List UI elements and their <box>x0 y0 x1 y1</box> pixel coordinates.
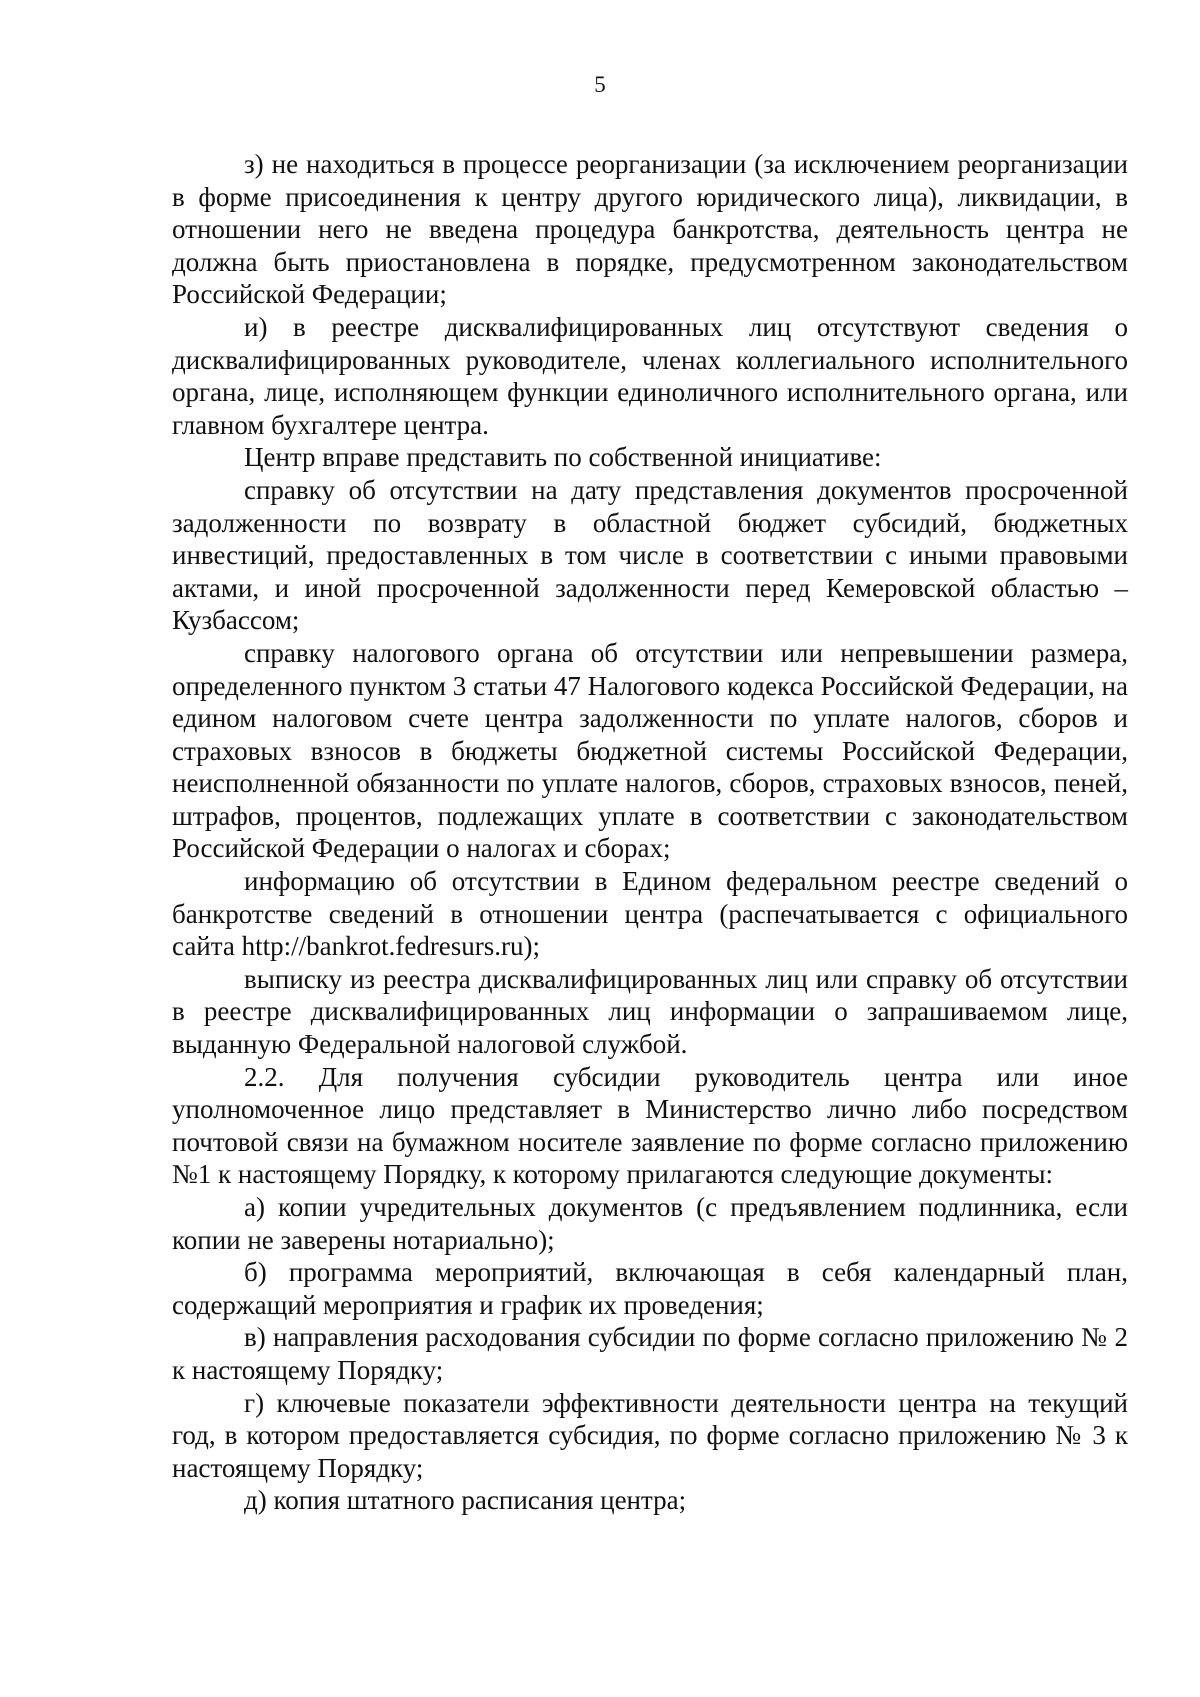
paragraph-debt-certificate: справку об отсутствии на дату представления документов просроченной задолженности по возврату в областной бюджет субсидий, бюджетных инвестиций, предоставленных в том числе в соответствии с иными правовыми актами, и иной просроченной задолженности перед Кемеровской областью – Кузбассом; <box>172 474 1128 636</box>
paragraph-center-may-submit: Центр вправе представить по собственной инициативе: <box>244 442 882 473</box>
paragraph-d-staff-schedule: д) копия штатного расписания центра; <box>244 1485 687 1516</box>
paragraph-a-founding-documents: а) копии учредительных документов (с предъявлением подлинника, если копии не заверены нотариально); <box>172 1192 1128 1255</box>
paragraph-v-spending-directions: в) направления расходования субсидии по форме согласно приложению № 2 к настоящему Порядку; <box>172 1322 1128 1385</box>
page-number: 5 <box>594 72 606 97</box>
document-body <box>172 148 1128 1517</box>
paragraph-g-key-indicators: г) ключевые показатели эффективности деятельности центра на текущий год, в котором предоставляется субсидия, по форме согласно приложению № 3 к настоящему Порядку; <box>172 1387 1128 1483</box>
paragraph-z-reorganization: з) не находиться в процессе реорганизации (за исключением реорганизации в форме присоединения к центру другого юридического лица), ликвидации, в отношении него не введена процедура банкротства, деятельность центра не должна быть приостановлена в порядке, предусмотренном законодательством Российской Федерации; <box>172 149 1128 310</box>
paragraph-bankruptcy-info: информацию об отсутствии в Едином федеральном реестре сведений о банкротстве сведений в отношении центра (распечатывается с официального сайта http://bankrot.fedresurs.ru); <box>172 866 1128 962</box>
paragraph-2-2-application: 2.2. Для получения субсидии руководитель центра или иное уполномоченное лицо представляет в Министерство лично либо посредством почтовой связи на бумажном носителе заявление по форме согласно приложению №1 к настоящему Порядку, к которому прилагаются следующие документы: <box>172 1061 1128 1190</box>
paragraph-i-disqualified-registry: и) в реестре дисквалифицированных лиц отсутствуют сведения о дисквалифицированных руководителе, членах коллегиального исполнительного органа, лице, исполняющем функции единоличного исполнительного органа, или главном бухгалтере центра. <box>172 311 1128 440</box>
paragraph-b-program: б) программа мероприятий, включающая в себя календарный план, содержащий мероприятия и график их проведения; <box>172 1257 1128 1320</box>
paragraph-registry-extract: выписку из реестра дисквалифицированных лиц или справку об отсутствии в реестре дисквалифицированных лиц информации о запрашиваемом лице, выданную Федеральной налоговой службой. <box>172 963 1128 1060</box>
paragraph-tax-certificate: справку налогового органа об отсутствии или непревышении размера, определенного пунктом 3 статьи 47 Налогового кодекса Российской Федерации, на едином налоговом счете центра задолженности по уплате налогов, сборов и страховых взносов в бюджеты бюджетной системы Российской Федерации, неисполненной обязанности по уплате налогов, сборов, страховых взносов, пеней, штрафов, процентов, подлежащих уплате в соответствии с законодательством Российской Федерации о налогах и сборах; <box>172 637 1128 864</box>
